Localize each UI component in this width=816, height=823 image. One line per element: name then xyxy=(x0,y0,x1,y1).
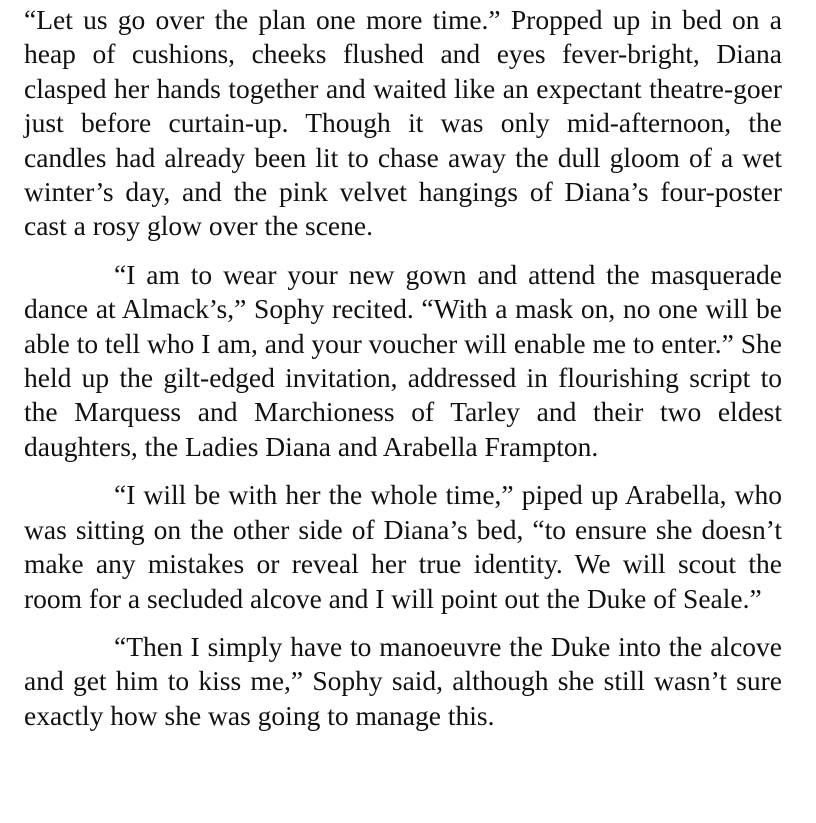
paragraph-1: “Let us go over the plan one more time.” Propped up in bed on a heap of cushions, cheeks flushed and eyes fever-bright, Diana clasped her hands together and waited like an expectant theatre-goer just before curtain-up. Though it was only mid-afternoon, the candles had already been lit to chase away the dull gloom of a wet winter’s day, and the pink velvet hangings of Diana’s four-poster cast a rosy glow over the scene. xyxy=(24,4,782,242)
paragraph-3: “I will be with her the whole time,” piped up Arabella, who was sitting on the other side of Diana’s bed, “to ensure she doesn’t make any mistakes or reveal her true identity. We will scout the room for a secluded alcove and I will point out the Duke of Seale.” xyxy=(24,479,782,614)
paragraph-4: “Then I simply have to manoeuvre the Duke into the alcove and get him to kiss me,” Sophy said, although she still wasn’t sure exactly how she was going to manage this. xyxy=(24,630,782,731)
paragraph-2: “I am to wear your new gown and attend the masquerade dance at Almack’s,” Sophy recited. “With a mask on, no one will be able to tell who I am, and your voucher will enable me to enter.” She held up the gilt-edged invitation, addressed in flourishing script to the Marquess and Marchioness of Tarley and their two eldest daughters, the Ladies Diana and Arabella Frampton. xyxy=(24,258,782,462)
